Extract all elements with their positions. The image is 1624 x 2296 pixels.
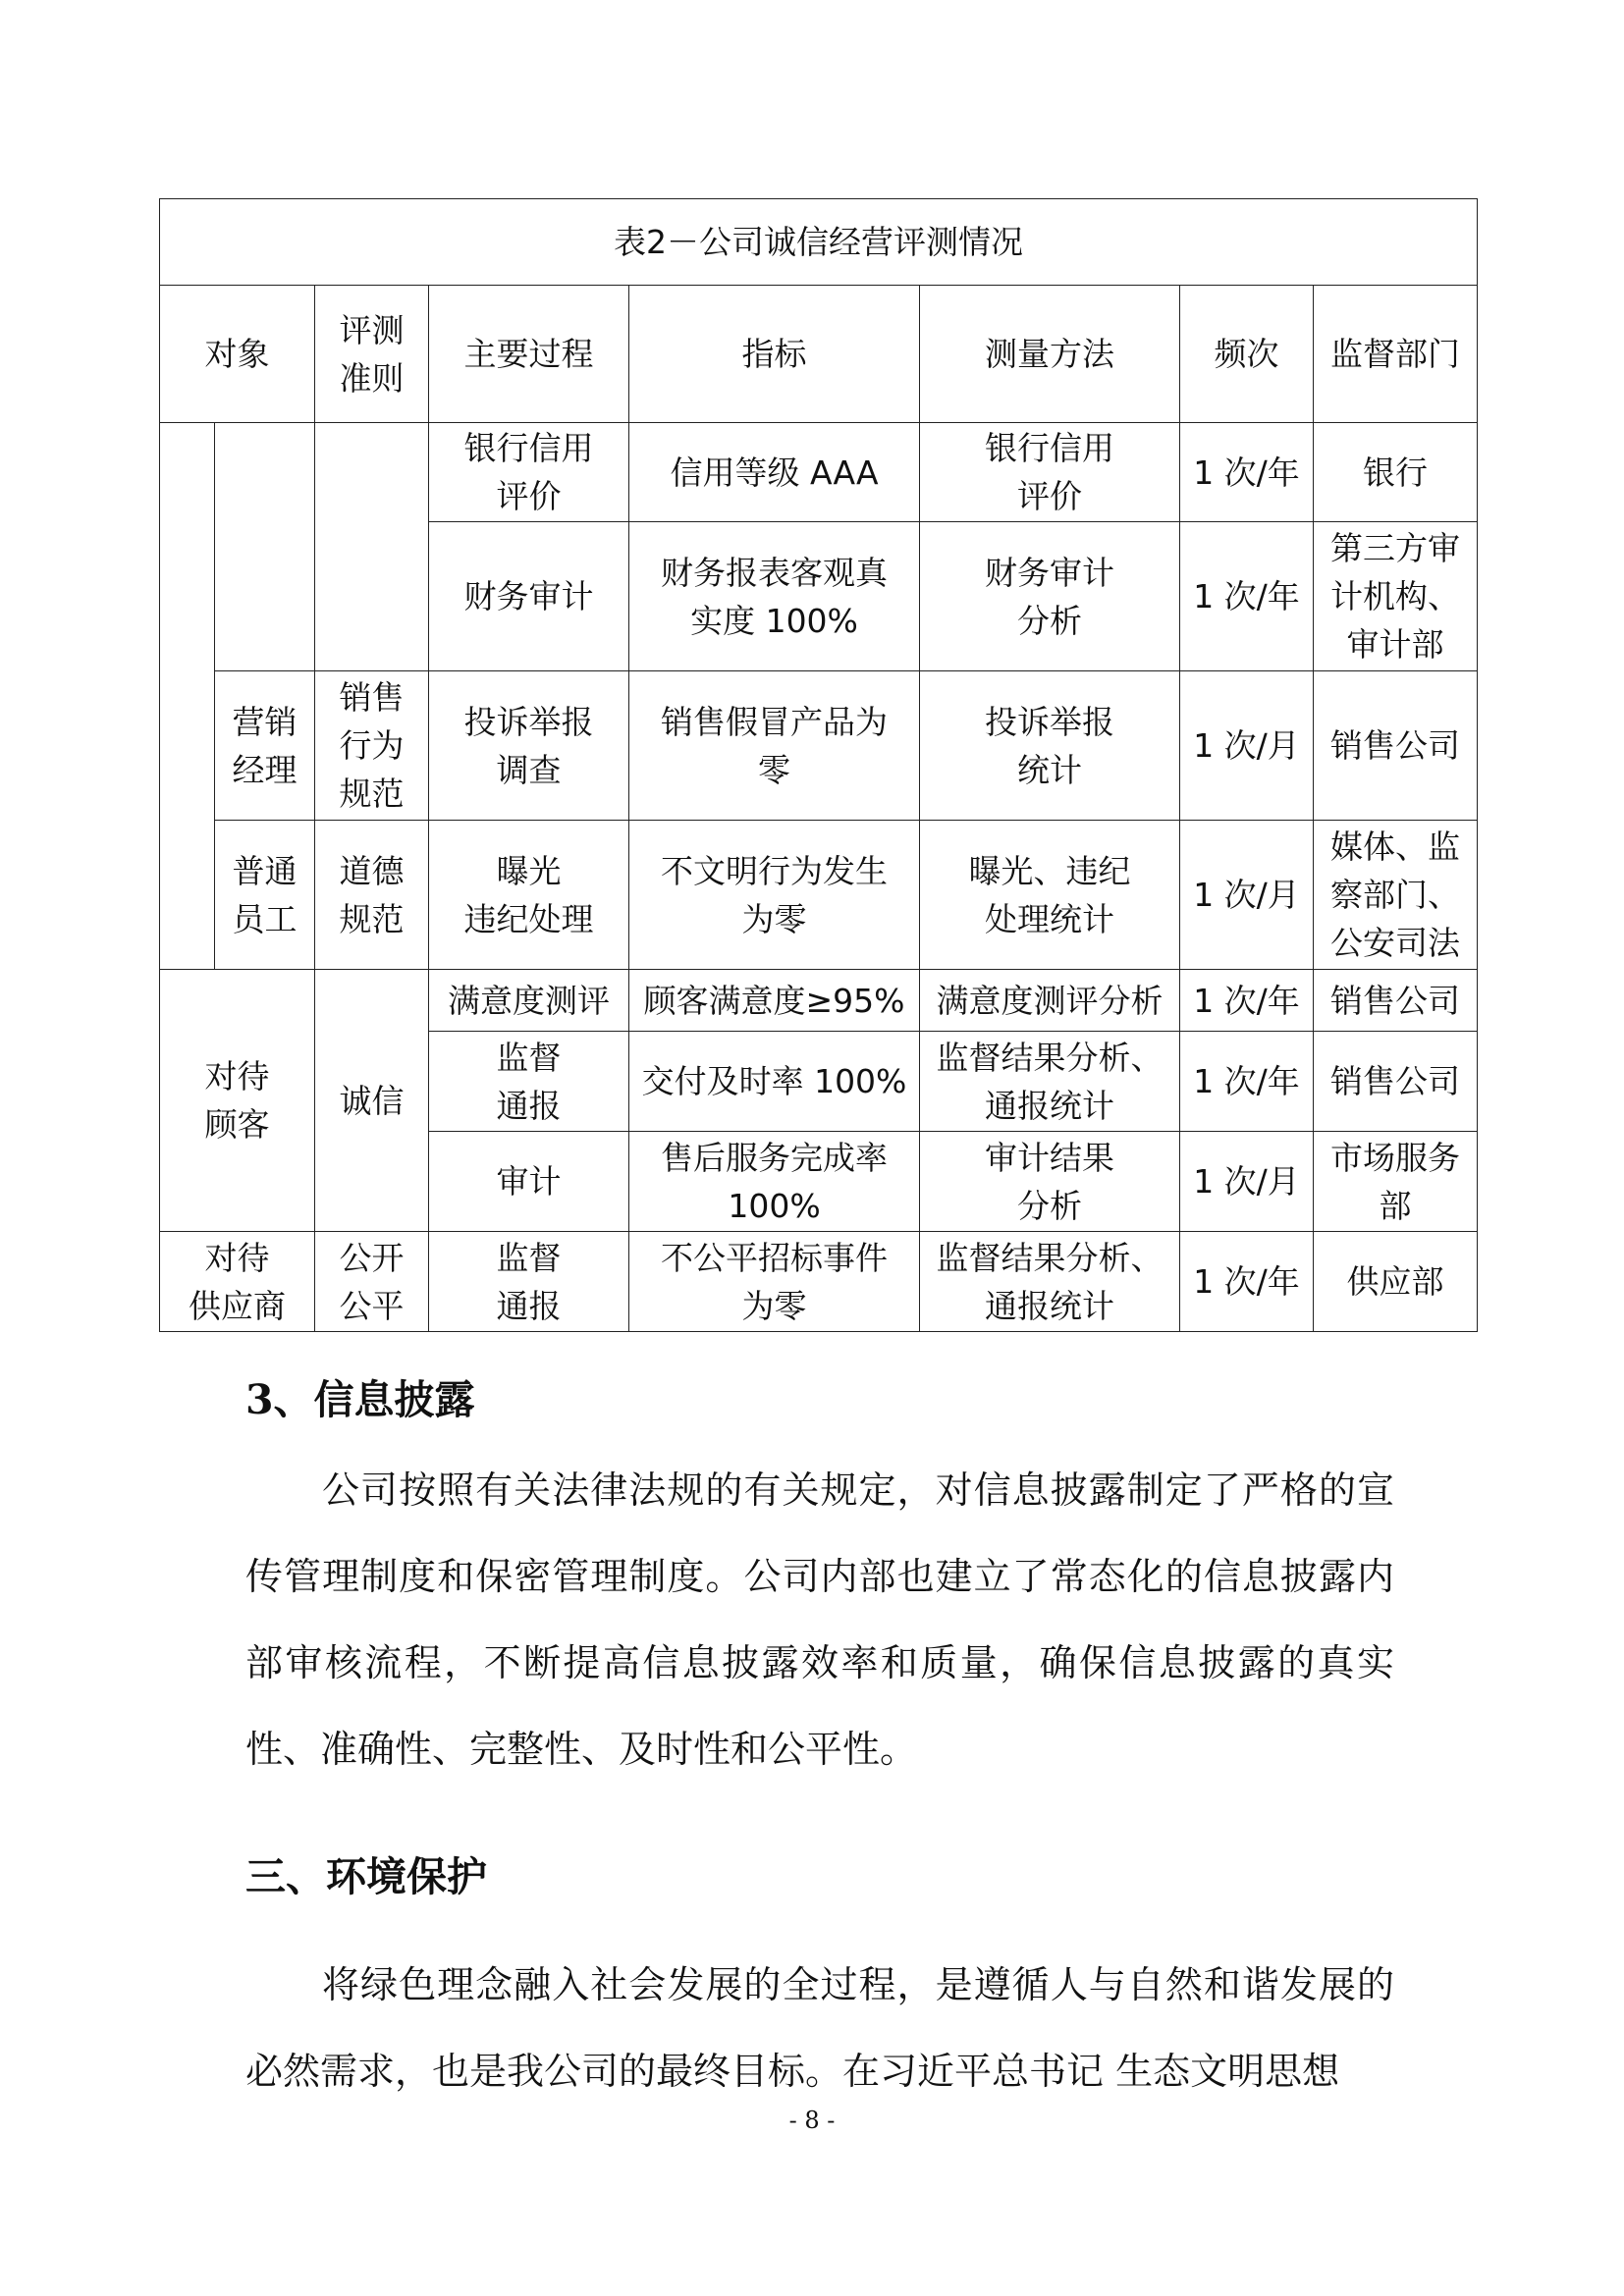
indicator-cell: 不文明行为发生 为零 [629,821,920,970]
method-cell: 满意度测评分析 [920,970,1180,1032]
object-cell: 普通 员工 [215,821,315,970]
process-cell: 监督 通报 [429,1232,629,1332]
method-cell: 曝光、违纪 处理统计 [920,821,1180,970]
frequency-cell: 1 次/年 [1180,1232,1314,1332]
criterion-cell: 诚信 [315,970,429,1232]
process-cell: 监督 通报 [429,1032,629,1132]
indicator-cell: 信用等级 AAA [629,423,920,522]
header-process: 主要过程 [429,286,629,423]
frequency-cell: 1 次/月 [1180,821,1314,970]
method-cell: 财务审计 分析 [920,522,1180,671]
table-row [160,821,1478,970]
department-cell: 媒体、监 察部门、 公安司法 [1314,821,1478,970]
department-cell: 销售公司 [1314,1032,1478,1132]
criterion-cell-empty [315,423,429,671]
method-cell: 银行信用 评价 [920,423,1180,522]
indicator-cell: 顾客满意度≥95% [629,970,920,1032]
process-cell: 满意度测评 [429,970,629,1032]
paragraph-environment: 将绿色理念融入社会发展的全过程，是遵循人与自然和谐发展的必然需求，也是我公司的最终目标。在习近平总书记 生态文明思想 [245,1963,1394,2093]
table-row [160,1232,1478,1332]
object-cell: 对待 顾客 [160,970,315,1232]
header-department: 监督部门 [1314,286,1478,423]
indicator-cell: 交付及时率 100% [629,1032,920,1132]
indicator-cell: 财务报表客观真 实度 100% [629,522,920,671]
frequency-cell: 1 次/月 [1180,671,1314,821]
object-cell: 对待 供应商 [160,1232,315,1332]
department-cell: 银行 [1314,423,1478,522]
object-group-cell [160,423,215,970]
criterion-cell: 销售 行为 规范 [315,671,429,821]
department-cell: 市场服务 部 [1314,1132,1478,1232]
object-cell-empty [215,423,315,671]
header-indicator: 指标 [629,286,920,423]
method-cell: 监督结果分析、 通报统计 [920,1232,1180,1332]
paragraph-info-disclosure: 公司按照有关法律法规的有关规定，对信息披露制定了严格的宣传管理制度和保密管理制度。公司内部也建立了常态化的信息披露内部审核流程，不断提高信息披露效率和质量，确保信息披露的真实性、准确性、完整性、及时性和公平性。 [245,1468,1394,1771]
header-criterion: 评测 准则 [315,286,429,423]
header-frequency: 频次 [1180,286,1314,423]
method-cell: 审计结果 分析 [920,1132,1180,1232]
integrity-evaluation-table [159,198,1478,1332]
frequency-cell: 1 次/年 [1180,970,1314,1032]
process-cell: 财务审计 [429,522,629,671]
indicator-cell: 销售假冒产品为 零 [629,671,920,821]
header-method: 测量方法 [920,286,1180,423]
indicator-cell: 售后服务完成率 100% [629,1132,920,1232]
table-row [160,970,1478,1032]
frequency-cell: 1 次/年 [1180,522,1314,671]
method-cell: 监督结果分析、 通报统计 [920,1032,1180,1132]
process-cell: 审计 [429,1132,629,1232]
process-cell: 投诉举报 调查 [429,671,629,821]
method-cell: 投诉举报 统计 [920,671,1180,821]
table-caption: 表2－公司诚信经营评测情况 [160,199,1478,286]
process-cell: 曝光 违纪处理 [429,821,629,970]
object-cell: 营销 经理 [215,671,315,821]
department-cell: 供应部 [1314,1232,1478,1332]
department-cell: 销售公司 [1314,970,1478,1032]
table-row [160,671,1478,821]
criterion-cell: 公开 公平 [315,1232,429,1332]
section-heading-info-disclosure: 3、信息披露 [245,1376,475,1423]
frequency-cell: 1 次/月 [1180,1132,1314,1232]
page-number: - 8 - [788,2107,836,2134]
indicator-cell: 不公平招标事件 为零 [629,1232,920,1332]
section-heading-environment: 三、环境保护 [245,1853,487,1900]
process-cell: 银行信用 评价 [429,423,629,522]
department-cell: 第三方审 计机构、 审计部 [1314,522,1478,671]
frequency-cell: 1 次/年 [1180,1032,1314,1132]
table-row [160,423,1478,522]
header-object: 对象 [160,286,315,423]
department-cell: 销售公司 [1314,671,1478,821]
criterion-cell: 道德 规范 [315,821,429,970]
frequency-cell: 1 次/年 [1180,423,1314,522]
